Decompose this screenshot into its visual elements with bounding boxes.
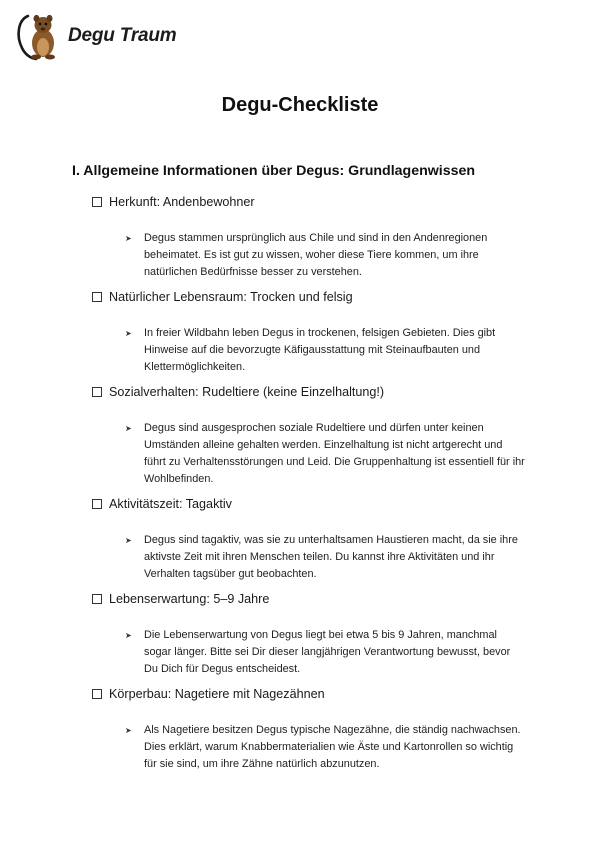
checklist-item-header [92, 192, 532, 212]
checklist-item [92, 192, 532, 281]
checklist-item-description [125, 420, 526, 488]
checklist-item-text: Degus stammen ursprünglich aus Chile und sind in den Andenregionen beheimatet. Es ist gut zu wissen, woher diese Tiere kommen, um ihre natürlichen Bedürfnisse besser zu verstehen. [144, 232, 488, 278]
arrow-bullet-icon: ➤ [125, 329, 132, 338]
checklist-item-heading: Aktivitätszeit: Tagaktiv [109, 497, 232, 511]
checklist-item-heading: Herkunft: Andenbewohner [109, 195, 255, 209]
checklist-item-text: Degus sind tagaktiv, was sie zu unterhaltsamen Haustieren macht, da sie ihre aktivste Zeit mit ihren Menschen teilen. Du kannst ihre Aktivitäten und ihr Verhalten tagsüber gut beobachten. [144, 534, 518, 580]
checklist-item-description [125, 627, 526, 678]
checklist-item [92, 589, 532, 678]
checklist-item-header [92, 494, 532, 514]
checklist-item [92, 287, 532, 376]
checklist-item-text: In freier Wildbahn leben Degus in trockenen, felsigen Gebieten. Dies gibt Hinweise auf die bevorzugte Käfigausstattung mit Steinaufbauten und Klettermöglichkeiten. [144, 327, 496, 373]
checklist-item-heading: Lebenserwartung: 5–9 Jahre [109, 592, 270, 606]
brand-name: Degu Traum [68, 25, 177, 46]
page-title: Degu-Checkliste [221, 94, 379, 116]
arrow-bullet-icon: ➤ [125, 424, 132, 433]
section-title: I. Allgemeine Informationen über Degus: Grundlagenwissen [72, 163, 476, 179]
checklist-item-description [125, 325, 526, 376]
arrow-bullet-icon: ➤ [125, 631, 132, 640]
checkbox[interactable] [92, 499, 102, 509]
degu-logo-icon [14, 10, 64, 62]
checklist-item-text: Als Nagetiere besitzen Degus typische Nagezähne, die ständig nachwachsen. Dies erklärt, warum Knabbermaterialien wie Äste und Kartonrollen so wichtig für sie sind, um ihre Zähne natürlich abzunutzen. [144, 724, 521, 770]
checklist-item [92, 382, 532, 488]
checklist-item [92, 684, 532, 773]
checklist-item-header [92, 382, 532, 402]
checkbox[interactable] [92, 689, 102, 699]
checklist-item-header [92, 589, 532, 609]
checklist [92, 192, 532, 779]
checkbox[interactable] [92, 594, 102, 604]
arrow-bullet-icon: ➤ [125, 234, 132, 243]
checklist-item-heading: Sozialverhalten: Rudeltiere (keine Einzelhaltung!) [109, 385, 385, 399]
arrow-bullet-icon: ➤ [125, 726, 132, 735]
brand-logo [14, 10, 177, 62]
checklist-item-description [125, 532, 526, 583]
checklist-item-description [125, 230, 526, 281]
checklist-item-heading: Natürlicher Lebensraum: Trocken und felsig [109, 290, 353, 304]
checklist-item-description [125, 722, 526, 773]
checklist-item-header [92, 287, 532, 307]
checkbox[interactable] [92, 197, 102, 207]
checklist-item-text: Degus sind ausgesprochen soziale Rudeltiere und dürfen unter keinen Umständen alleine gehalten werden. Einzelhaltung ist nicht artgerecht und führt zu Verhaltensstörungen und Leid. Die Gruppenhaltung ist essentiell für ihr Wohlbefinden. [144, 422, 525, 485]
checklist-item-heading: Körperbau: Nagetiere mit Nagezähnen [109, 687, 325, 701]
checklist-item [92, 494, 532, 583]
checklist-item-text: Die Lebenserwartung von Degus liegt bei etwa 5 bis 9 Jahren, manchmal sogar länger. Bitte sei Dir dieser langjährigen Verantwortung bewusst, bevor Du Dich für Degus entscheidest. [144, 629, 511, 675]
checklist-item-header [92, 684, 532, 704]
arrow-bullet-icon: ➤ [125, 536, 132, 545]
checkbox[interactable] [92, 292, 102, 302]
checkbox[interactable] [92, 387, 102, 397]
